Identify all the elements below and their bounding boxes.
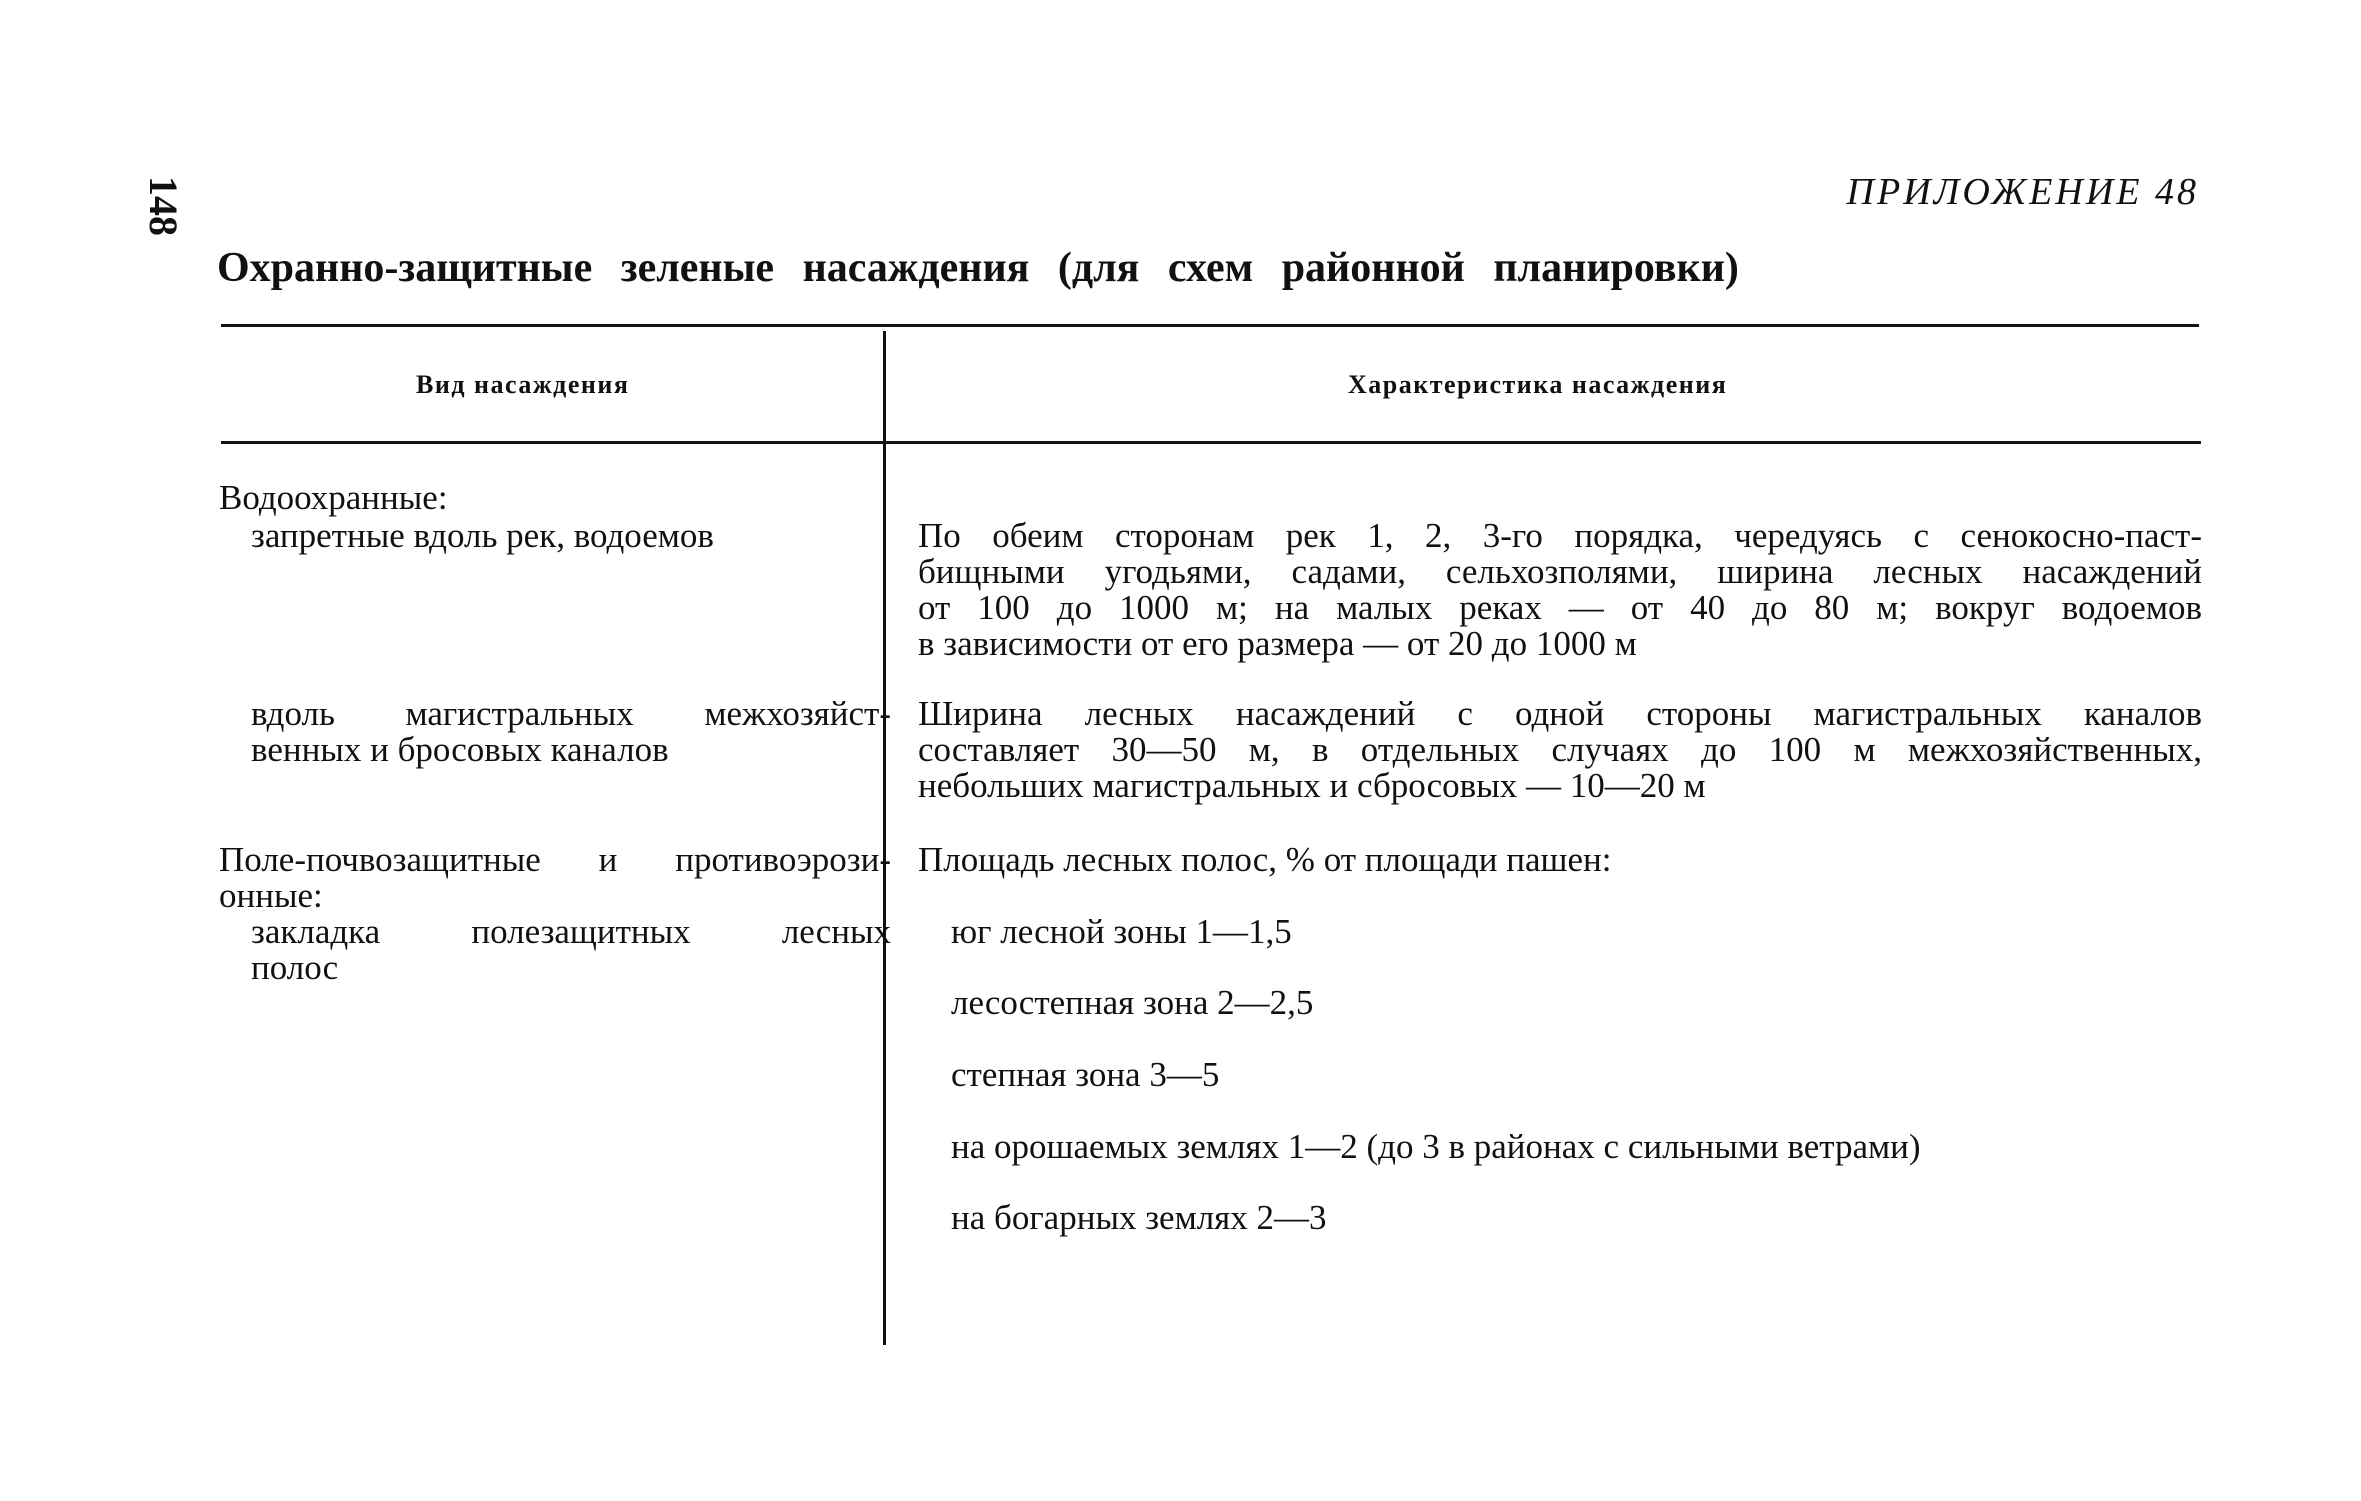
description-line: небольших магистральных и сбросовых — 10—20 м [918,766,1706,805]
row-description [918,518,2202,662]
description-line: составляет 30—50 м, в отдельных случаях до 100 м межхозяйственных, [918,730,2202,769]
type-line: венных и бросовых каналов [251,730,669,769]
type-line: вдоль магистральных межхозяйст- [251,694,891,733]
description-line: в зависимости от его размера — от 20 до 1000 м [918,624,1637,663]
category-line: онные: [219,876,323,915]
description-line: бищными угодьями, садами, сельхозполями, ширина лесных насаждений [918,552,2202,591]
description-item: на орошаемых землях 1—2 (до 3 в районах с сильными ветрами) [951,1127,1921,1166]
type-line: закладка полезащитных лесных [251,912,891,951]
row-category [219,842,891,914]
description-line: Ширина лесных насаждений с одной стороны магистральных каналов [918,694,2202,733]
description-line: от 100 до 1000 м; на малых реках — от 40 до 80 м; вокруг водоемов [918,588,2202,627]
table-column-divider [883,331,886,1345]
description-item: юг лесной зоны 1—1,5 [951,912,1292,951]
row-description [918,696,2202,804]
page-number: 148 [141,176,186,236]
category-line: Поле-почвозащитные и противоэрози- [219,840,891,879]
row-description-intro: Площадь лесных полос, % от площади пашен: [918,840,1612,879]
description-item: лесостепная зона 2—2,5 [951,983,1314,1022]
page-title: Охранно-защитные зеленые насаждения (для схем районной планировки) [217,245,1739,291]
table-top-rule [221,324,2199,327]
table-header-rule [221,441,2201,444]
column-header-characteristic: Характеристика насаждения [1348,370,1728,399]
column-header-type: Вид насаждения [416,370,630,399]
description-item: степная зона 3—5 [951,1055,1220,1094]
row-type: запретные вдоль рек, водоемов [251,516,714,555]
row-type [251,914,891,986]
description-item: на богарных землях 2—3 [951,1198,1327,1237]
appendix-label: ПРИЛОЖЕНИЕ 48 [1846,171,2199,213]
row-type [251,696,891,768]
type-line: полос [251,948,339,987]
row-category: Водоохранные: [219,478,448,517]
description-line: По обеим сторонам рек 1, 2, 3-го порядка, чередуясь с сенокосно-паст- [918,516,2202,555]
